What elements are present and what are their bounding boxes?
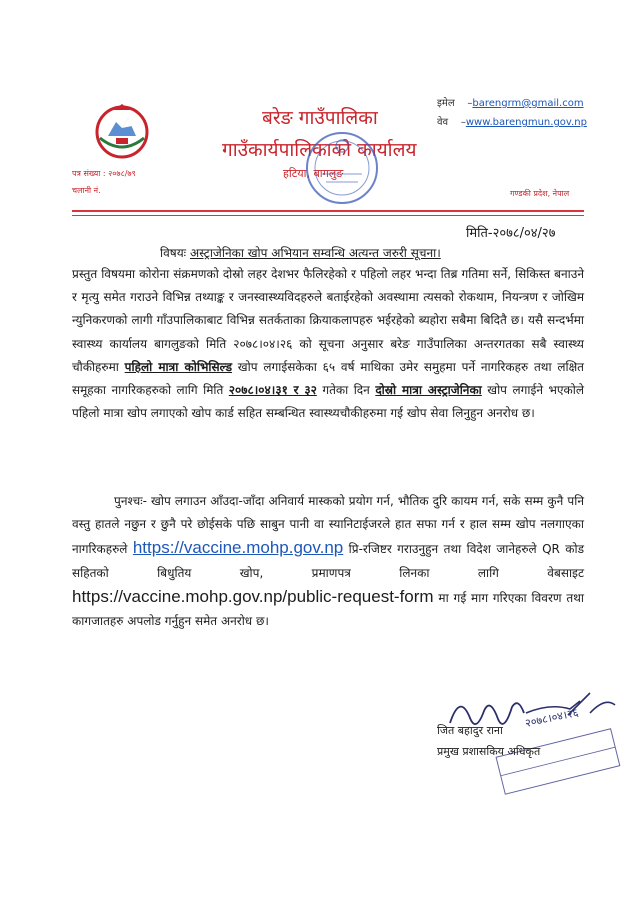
province-label: गण्डकी प्रदेश, नेपाल (510, 189, 570, 198)
header-divider (72, 210, 584, 212)
office-name: बरेङ गाउँपालिका (262, 107, 378, 129)
subject-label: विषयः (160, 246, 187, 260)
vaccine-registration-link[interactable]: https://vaccine.mohp.gov.np (132, 538, 344, 558)
office-subtitle: गाउँकार्यपालिकाको कार्यालय (222, 139, 417, 161)
p1-text-d: खोप लगाईने भएकोले पहिलो मात्रा खोप लगाएको खोप कार्ड सहित सम्बन्धित स्वास्थ्यचौकीहरुमा गई खोप सेवा लिनुहुन अनरोध छ। (72, 383, 585, 421)
p1-text-b: खोप लगाईसकेका ६५ वर्ष माथिका उमेर समुहमा पर्ने नागरिकहरु तथा लक्षित समूहका नागरिकहरुको लागि मिति (72, 359, 585, 398)
p2-text-a: पुनश्चः- खोप लगाउन आँउदा-जाँदा अनिवार्य मास्कको प्रयोग गर्न, भौतिक दुरि कायम गर्न, सके सम्म कुनै पनि वस्तु हातले नछुन र छुनै परे छोईसके पछि साबुन पानी वा स्यानिटाईजरले हात सफा गर्न र हाल सम्म खोप नलगाएका नागरिकहरुले (72, 494, 584, 557)
body-paragraph-1 (72, 263, 584, 425)
office-location: हटिया, बागलुङ (283, 167, 344, 180)
p1-text-c: गतेका दिन (316, 383, 376, 398)
p1-second-dose: दोस्रो मात्रा अस्ट्राजेनिका (375, 383, 482, 398)
p1-first-dose: पहिलो मात्रा कोभिसिल्ड (124, 359, 233, 374)
website-label: वेव (437, 117, 449, 128)
signature-date: २०७८।०४।२६ (523, 705, 580, 730)
p1-vaccination-dates: २०७८।०४।३१ र ३२ (228, 383, 317, 398)
header-divider-thin (72, 215, 584, 216)
letter-date: मिति-२०७८/०४/२७ (466, 226, 556, 241)
subject-text: अस्ट्राजेनिका खोप अभियान सम्वन्धि अत्यन्त जरुरी सूचना। (189, 246, 441, 260)
signer-name: जित बहादुर राना (437, 724, 503, 737)
nepal-emblem-icon (90, 98, 154, 162)
email-link[interactable]: barengrm@gmail.com (472, 98, 584, 109)
subject-line (160, 244, 441, 261)
handwritten-signature (440, 683, 630, 803)
reference-number: पत्र संख्या : २०७८/७९ (72, 169, 136, 178)
email-label: इमेल (437, 98, 455, 109)
public-request-form-url: https://vaccine.mohp.gov.np/public-request-form (72, 586, 434, 606)
p1-text-a: प्रस्तुत विषयमा कोरोना संक्रमणको दोस्रो लहर देशभर फैलिरहेको र पहिलो लहर भन्दा तिब्र गतिमा सर्ने, सिकिस्त बनाउने र मृत्यु समेत गराउने विभिन्न तथ्याङ्क र जनस्वास्थ्यविदहरुले बताईरहेको अवस्थामा त्यसको रोकथाम, नियन्त्रण र जोखिम न्युनिकरणको लागी गाँउपालिकाबाट विभिन्न सतर्कताका क्रियाकलापहरु भईरहेको ब्यहोरा सबैमा बिदितै छ। यसै सन्दर्भमा स्वास्थ्य कार्यालय बागलुङको मिति २०७८।०४।२६ को सूचना अनुसार बरेङ गाउँपालिका अन्तरगतका सबै स्वास्थ्य चौकीहरुमा (72, 267, 584, 374)
website-link[interactable]: www.barengmun.gov.np (465, 117, 587, 128)
website-row: वेव –www.barengmun.gov.np (437, 117, 587, 128)
email-row: इमेल –barengrm@gmail.com (437, 98, 584, 109)
p2-text-c: मा गई माग गरिएका विवरण तथा कागजातहरु अपलोड गर्नुहुन समेत अनरोध छ। (72, 590, 584, 629)
signer-title: प्रमुख प्रशासकिय अधिकृत (437, 745, 541, 758)
body-paragraph-2 (72, 490, 584, 633)
p2-text-b: प्रि-रजिष्टर गराउनुहुन तथा विदेश जानेहरुले QR कोड सहितको बिधुतिय खोप, प्रमाणपत्र लिनका लागि वेबसाइट (72, 542, 584, 580)
dispatch-number: चलानी नं. (72, 186, 101, 195)
office-stamp-icon (302, 128, 382, 208)
